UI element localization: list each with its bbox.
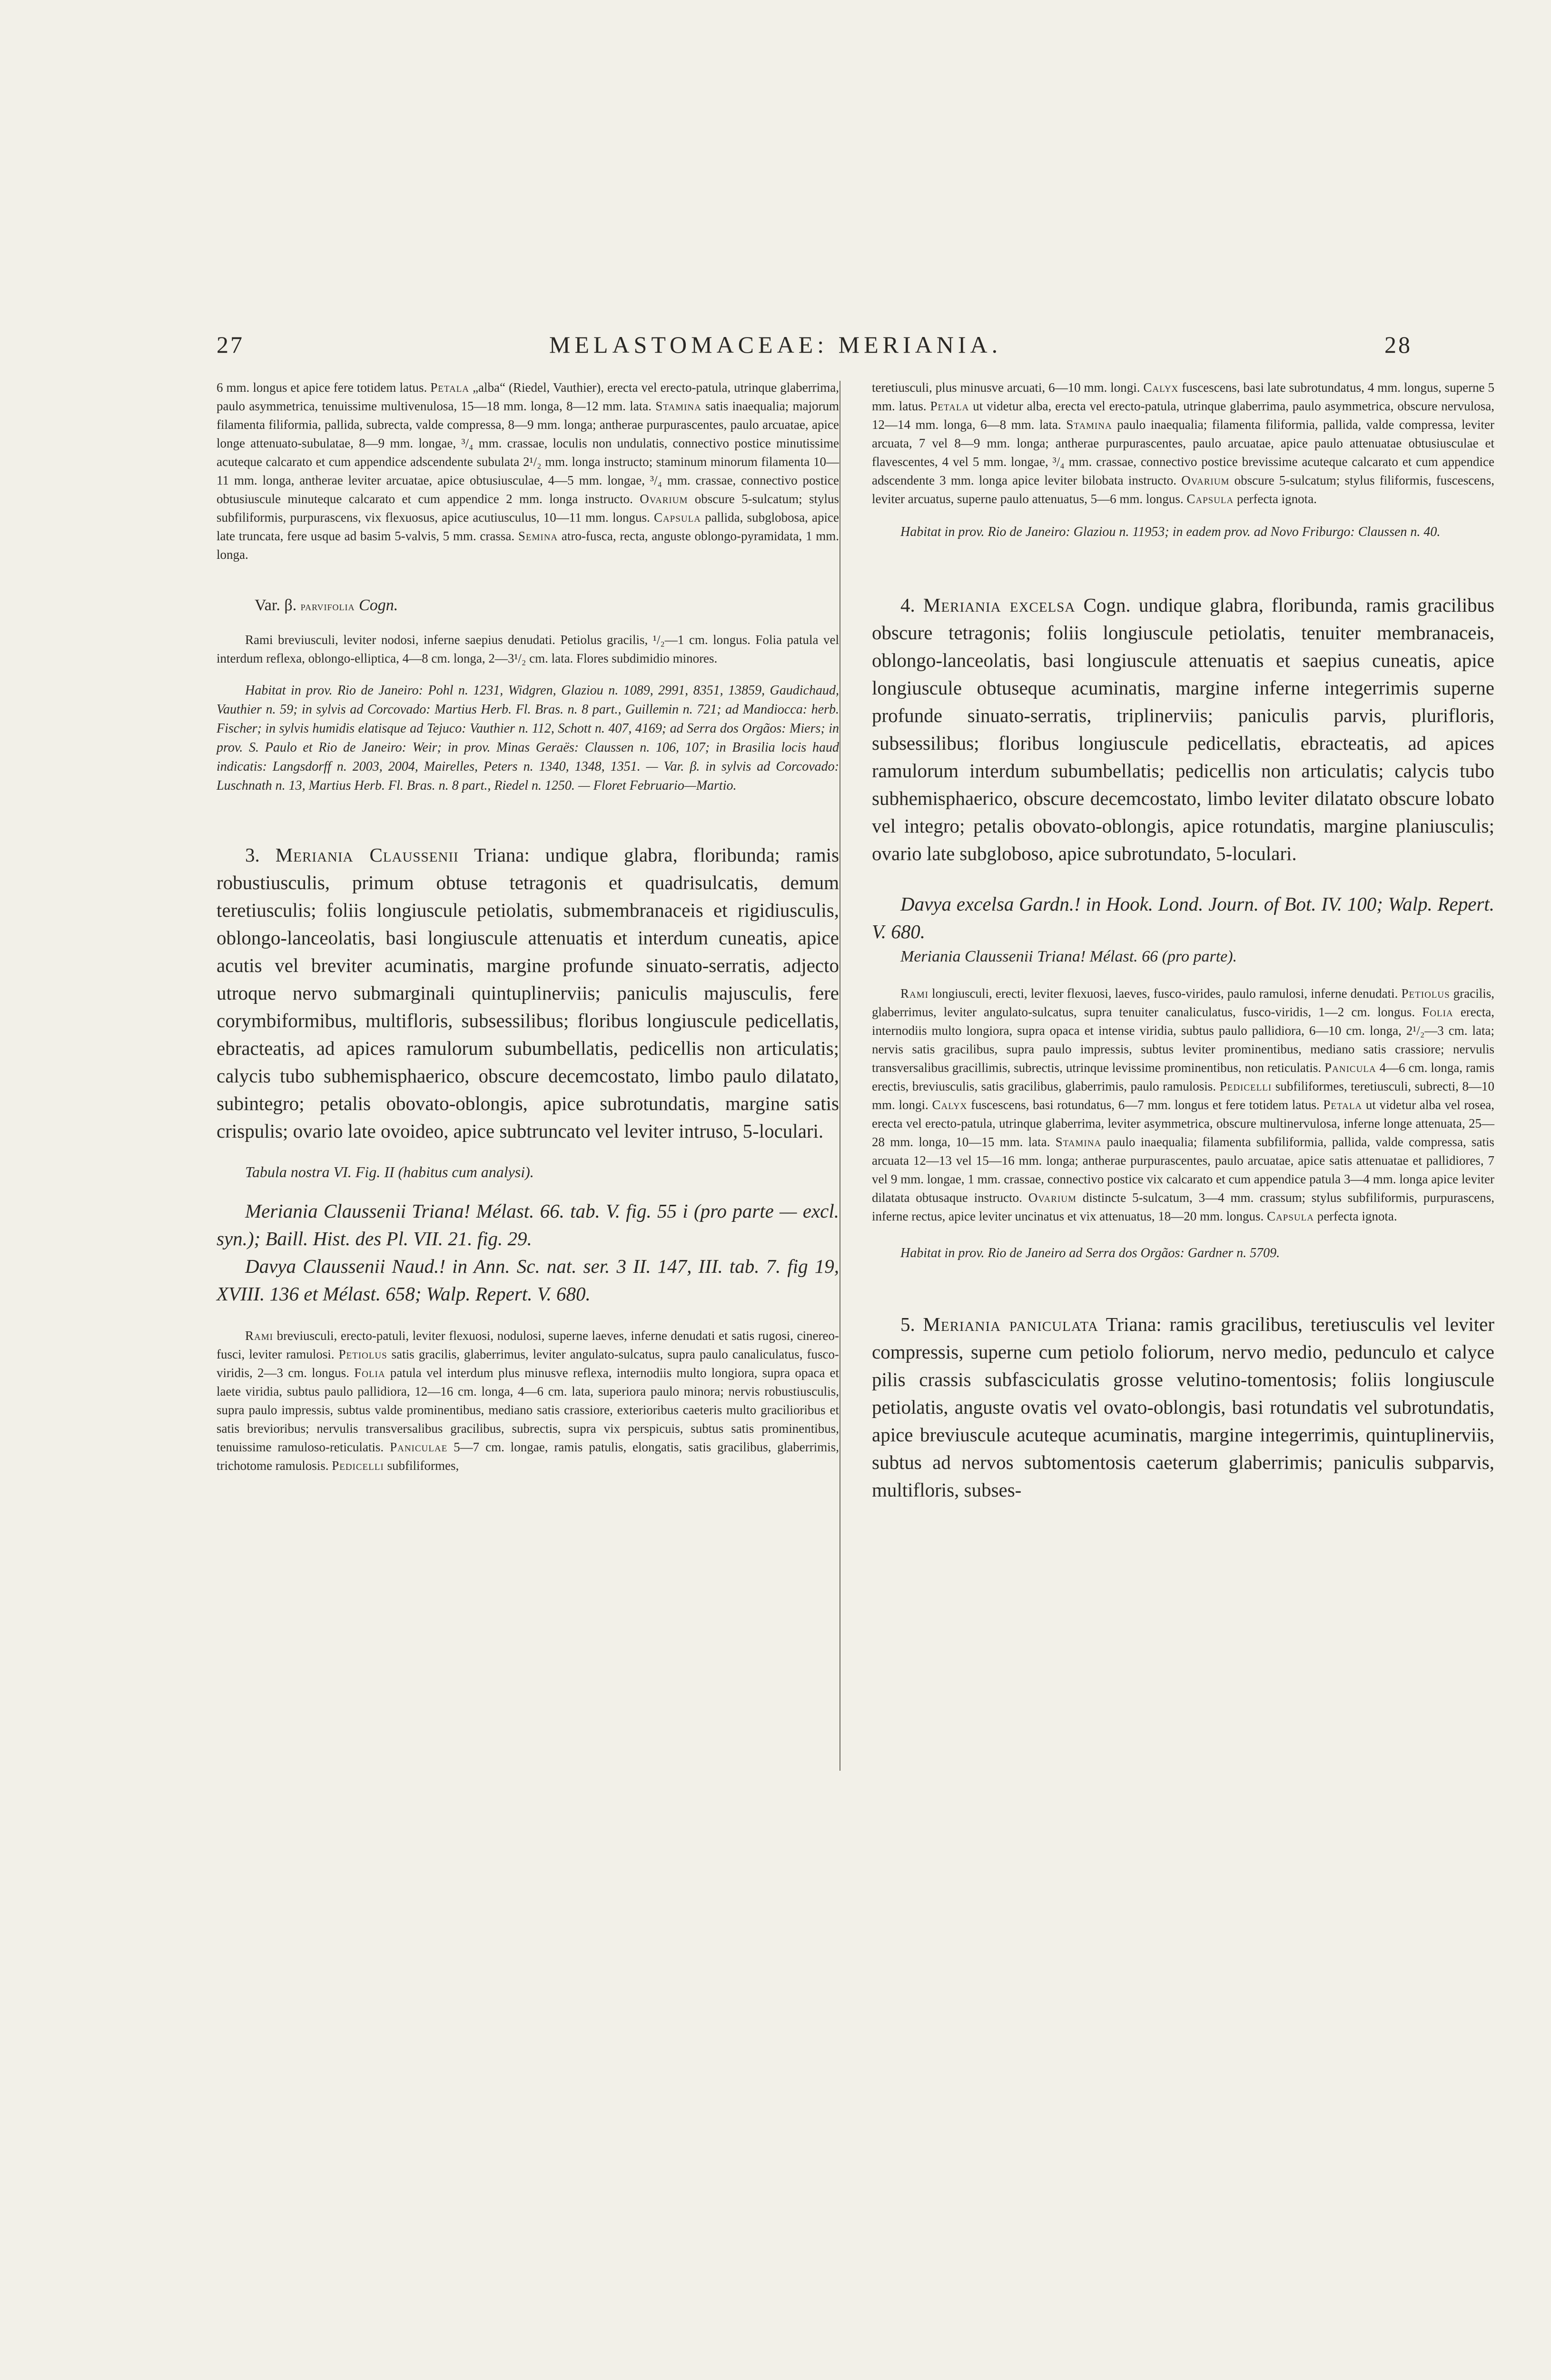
organ-label: Folia <box>354 1366 385 1380</box>
organ-label: Stamina <box>1066 417 1112 432</box>
variety-label: Var. β. <box>255 596 297 614</box>
species-name: Meriania Claussenii <box>275 844 459 866</box>
desc-text: paulo inaequalia; filamenta subfiliformia, pallida, valde compressa, satis arcuata 12—13 vel 15—16 mm. longa; antherae purpurascentes, paulo arcuatae, apice satis attenuatae et pallidiores, 7 vel 9 mm. longae, 1 mm. crassae, connectivo postice vix calcarato et cum appendice patula 3—4 mm. longa apice leviter dilatata obtusaque instructo. <box>872 1135 1495 1205</box>
desc-text: 4—6 cm. longa, ramis erectis, breviusculis, satis gracilibus, glaberrimis, paulo ramulosis. <box>872 1061 1495 1093</box>
plate-reference: Tabula nostra VI. Fig. II (habitus cum analysi). <box>245 1163 534 1180</box>
desc-text: satis inaequalia; majorum filamenta filiformia, pallida, subrecta, valde compressa, 8—9 mm. longa; antherae purpurascentes, paulo arcuatae, apice longe attenuato-subulatae, 8—9 mm. longae, ³/₄ mm. crassae, loculis non undulatis, connectivo postice minutissime acuteque calcarato et cum appendice adscendente subulata 2¹/₂ mm. longa instructo; staminum minorum filamenta 10—11 mm. longa, antherae leviter arcuatae, apice obtusiusculae, 4—5 mm. longae, ³/₄ mm. crassae, connectivo postice obtusiuscule minuteque calcarato et cum appendice 2 mm. longa instructo. <box>217 399 840 506</box>
citation: Davya Claussenii Naud.! in Ann. Sc. nat. ser. 3 II. 147, III. tab. 7. fig 19, XVIII. 136 et Mélast. 658; Walp. Repert. V. 680. <box>217 1255 839 1305</box>
right-column <box>872 378 1494 1504</box>
species-number: 3. <box>245 844 260 866</box>
species-5-diagnosis <box>872 1310 1494 1504</box>
variety-name: parvifolia <box>300 599 355 613</box>
organ-label: Semina <box>518 529 558 543</box>
organ-label: Rami <box>245 1329 273 1343</box>
organ-label: Stamina <box>655 399 701 413</box>
organ-label: Rami <box>900 986 929 1001</box>
species-3-habitat: Habitat in prov. Rio de Janeiro: Glaziou n. 11953; in eadem prov. ad Novo Friburgo: Claussen n. 40. <box>900 525 1441 539</box>
organ-label: Calyx <box>1143 380 1179 395</box>
desc-text: paulo inaequalia; filamenta filiformia, pallida, valde compressa, leviter arcuata, 7 vel 8—9 mm. longa; antherae purpurascentes, paulo arcuatae, apice paulo attenuatae obtusiusculae et flavescentes, 4 vel 5 mm. longae, ³/₄ mm. crassae, connectivo postice brevissime acuteque calcarato et cum appendice adscendente 3 mm. longa apice leviter bilobata instructo. <box>872 417 1495 487</box>
variety-author: Cogn. <box>359 596 398 614</box>
organ-label: Pedicelli <box>1219 1079 1272 1093</box>
species-name: Meriania paniculata <box>923 1313 1098 1335</box>
species-number: 4. <box>900 594 915 616</box>
organ-label: Calyx <box>932 1098 968 1112</box>
organ-label: Ovarium <box>1028 1190 1077 1205</box>
species-number: 5. <box>900 1313 915 1335</box>
desc-text: subfiliformes, teretiusculi, subrecti, 8—10 mm. longi. <box>872 1079 1495 1112</box>
organ-label: Capsula <box>1186 492 1234 506</box>
diagnosis-text: undique glabra, floribunda, ramis gracilibus obscure tetragonis; foliis longiuscule petiolatis, tenuiter membranaceis, oblongo-lanceolatis, basi longiuscule attenuatis et saepius cuneatis, apice longiuscule obtuseque acuminatis, margine inferne integerrimis superne profunde sinuato-serratis, triplinerviis; paniculis parvis, plurifloris, subsessilibus; floribus longiuscule pedicellatis, ebracteatis, ad apices ramulorum interdum subumbellatis; pedicellis non articulatis; calycis tubo subhemisphaerico, obscure decemcostato, limbo leviter dilatato obscure lobato vel integro; petalis obovato-oblongis, apice rotundatis, margine planiusculis; ovario late subgloboso, apice subrotundato, 5-loculari. <box>872 594 1495 864</box>
organ-label: Stamina <box>1055 1135 1102 1149</box>
citation: Meriania Claussenii Triana! Mélast. 66 (pro parte). <box>900 948 1237 965</box>
page-number-left: 27 <box>217 331 244 358</box>
desc-text: ut videtur alba, erecta vel erecto-patula, utrinque glaberrima, paulo asymmetrica, obscure nervulosa, 12—14 mm. longa, 6—8 mm. lata. <box>872 399 1495 432</box>
desc-text: fuscescens, basi rotundatus, 6—7 mm. longus et fere totidem latus. <box>971 1098 1320 1112</box>
desc-text: pallida, subglobosa, apice late truncata, fere usque ad basim 5-valvis, 5 mm. crassa. <box>217 510 839 543</box>
species-2-habitat: Habitat in prov. Rio de Janeiro: Pohl n. 1231, Widgren, Glaziou n. 1089, 2991, 8351, 13859, Gaudichaud, Vauthier n. 59; in sylvis ad Corcovado: Martius Herb. Fl. Bras. n. 8 part., Guillemin n. 721; ad Mandiocca: herb. Fischer; in sylvis humidis elatisque ad Tejuco: Vauthier n. 112, Schott n. 407, 4169; ad Serra dos Orgãos: Miers; in prov. S. Paulo et Rio de Janeiro: Weir; in prov. Minas Geraës: Claussen n. 106, 107; in Brasilia locis haud indicatis: Langsdorff n. 2003, 2004, Mairelles, Peters n. 1340, 1348, 1351. — Var. β. in sylvis ad Corcovado: Luschnath n. 13, Martius Herb. Fl. Bras. n. 8 part., Riedel n. 1250. — Floret Februario—Martio. <box>217 683 839 793</box>
left-column <box>217 378 839 1475</box>
desc-text: obscure 5-sulcatum; stylus subfiliformis, purpurascens, vix flexuosus, apice acutiusculus, 10—11 mm. longus. <box>217 492 839 525</box>
desc-text: 5—7 cm. longae, ramis patulis, elongatis, satis gracilibus, glaberrimis, trichotome ramulosis. <box>217 1440 840 1473</box>
species-author: Triana: <box>1106 1313 1162 1335</box>
desc-text: ut videtur alba vel rosea, erecta vel erecto-patula, utrinque glaberrima, leviter asymmetrica, obscure multinervulosa, inferne longe attenuata, 25—28 mm. longa, 10—15 mm. lata. <box>872 1098 1495 1149</box>
desc-text: obscure 5-sulcatum; stylus filiformis, fuscescens, leviter arcuatus, superne paulo attenuatus, 5—6 mm. longus. <box>872 473 1494 506</box>
organ-label: Petala <box>430 380 470 395</box>
organ-label: Petiolus <box>1401 986 1450 1001</box>
citation: Meriania Claussenii Triana! Mélast. 66. tab. V. fig. 55 i (pro parte — excl. syn.); Baill. Hist. des Pl. VII. 21. fig. 29. <box>217 1200 839 1250</box>
organ-label: Capsula <box>653 510 701 525</box>
species-author: Triana: <box>474 844 530 866</box>
organ-label: Petala <box>930 399 969 413</box>
species-2-description-end <box>217 378 839 564</box>
species-4-habitat: Habitat in prov. Rio de Janeiro ad Serra dos Orgãos: Gardner n. 5709. <box>900 1246 1280 1260</box>
desc-text: atro-fusca, recta, anguste oblongo-pyramidata, 1 mm. longa. <box>217 529 839 562</box>
organ-label: Pedicelli <box>332 1458 384 1473</box>
desc-text: gracilis, glaberrimus, leviter angulato-sulcatus, supra tenuiter canaliculatus, fusco-viridis, 1—2 cm. longus. <box>872 986 1495 1019</box>
desc-text: 6 mm. longus et apice fere totidem latus. <box>217 380 427 395</box>
page-number-right: 28 <box>1384 331 1412 358</box>
organ-label: Capsula <box>1267 1209 1314 1223</box>
organ-label: Petala <box>1323 1098 1363 1112</box>
variety-heading <box>255 594 839 618</box>
desc-text: fuscescens, basi late subrotundatus, 4 mm. longus, superne 5 mm. latus. <box>872 380 1495 413</box>
citation: Davya excelsa Gardn.! in Hook. Lond. Journ. of Bot. IV. 100; Walp. Repert. V. 680. <box>872 893 1494 942</box>
organ-label: Panicula <box>1324 1061 1376 1075</box>
species-author: Cogn. <box>1083 594 1131 616</box>
organ-label: Paniculae <box>390 1440 448 1454</box>
desc-text: subfiliformes, <box>387 1458 459 1473</box>
desc-text: erecta, internodiis multo longiora, supra opaca et intense viridia, subtus paulo pallidiora, 6—10 cm. longa, 2¹/₂—3 cm. lata; nervis satis gracilibus, supra paulo impressis, subtus leviter prominentibus, mediano satis crassiore; nervulis transversalibus gracillimis, subrectis, utrinque levissime prominentibus, non reticulatis. <box>872 1005 1494 1075</box>
desc-text: satis gracilis, glaberrimus, leviter angulato-sulcatus, supra paulo canaliculatus, fusco-viridis, 2—3 cm. longus. <box>217 1347 840 1380</box>
species-name: Meriania excelsa <box>923 594 1076 616</box>
desc-text: perfecta ignota. <box>1317 1209 1397 1223</box>
desc-text: breviusculi, erecto-patuli, leviter flexuosi, nodulosi, superne laeves, inferne denudati et satis rugosi, cinereo-fusci, leviter ramulosi. <box>217 1329 839 1361</box>
desc-text: perfecta ignota. <box>1237 492 1317 506</box>
species-3-description-end <box>872 378 1494 508</box>
organ-label: Petiolus <box>338 1347 387 1361</box>
running-title: MELASTOMACEAE: MERIANIA. <box>549 331 1002 358</box>
organ-label: Folia <box>1422 1005 1453 1019</box>
desc-text: teretiusculi, plus minusve arcuati, 6—10 mm. longi. <box>872 380 1140 395</box>
variety-description: Rami breviusculi, leviter nodosi, inferne saepius denudati. Petiolus gracilis, ¹/₂—1 cm. longus. Folia patula vel interdum reflexa, oblongo-elliptica, 4—8 cm. longa, 2—3¹/₂ cm. lata. Flores subdimidio minores. <box>217 633 839 665</box>
desc-text: „alba“ (Riedel, Vauthier), erecta vel erecto-patula, utrinque glaberrima, paulo asymmetrica, tenuissime multivenulosa, 15—18 mm. longa, 8—12 mm. lata. <box>217 380 839 413</box>
diagnosis-text: ramis gracilibus, teretiusculis vel leviter compressis, superne cum petiolo foliorum, nervo medio, pedunculo et calyce pilis crassis subfasciculatis grosse velutino-tomentosis; foliis longiuscule petiolatis, anguste ovatis vel ovato-oblongis, basi rotundatis vel subrotundatis, apice breviuscule acuteque acuminatis, margine integerrimis, quintuplinerviis, subtus ad nervos subtomentosis caeterum glaberrimis; paniculis subparvis, multifloris, subses- <box>872 1313 1494 1501</box>
species-4-diagnosis <box>872 591 1494 867</box>
species-4-description <box>872 984 1494 1226</box>
diagnosis-text: undique glabra, floribunda; ramis robustiusculis, primum obtuse tetragonis et quadrisulcatis, demum teretiusculis; foliis longiuscule petiolatis, submembranaceis et rigidiusculis, oblongo-lanceolatis, basi longiuscule attenuatis et interdum cuneatis, apice acutis vel breviter acuminatis, margine profunde sinuato-serratis, adjecto utroque nervo submarginali quintuplinerviis; paniculis majusculis, fere corymbiformibus, multifloris, subsessilibus; floribus longiuscule pedicellatis, ebracteatis, ad apices ramulorum subumbellatis, pedicellis non articulatis; calycis tubo subhemisphaerico, obscure decemcostato, limbo paulo dilatato, subintegro; petalis obovato-oblongis, apice subrotundatis, margine satis crispulis; ovario late ovoideo, apice subtruncato vel leviter intruso, 5-loculari. <box>217 844 840 1142</box>
desc-text: distincte 5-sulcatum, 3—4 mm. crassum; stylus subfiliformis, purpurascens, inferne rectus, apice leviter uncinatus et vix attenuatus, 18—20 mm. longus. <box>872 1190 1495 1223</box>
organ-label: Ovarium <box>640 492 688 506</box>
species-3-diagnosis <box>217 841 839 1145</box>
organ-label: Ovarium <box>1181 473 1230 487</box>
desc-text: patula vel interdum plus minusve reflexa, internodiis multo longiora, supra opaca et laete viridia, subtus paulo pallidiora, 12—16 cm. longa, 4—6 cm. lata, superiora paulo minora; nervis robustiusculis, supra paulo impressis, subtus valde prominentibus, mediano satis crassiore, exterioribus caeteris multo gracilioribus et satis brevioribus; nervulis transversalibus gracilibus, subrectis, supra vix perspicuis, subtus satis prominentibus, tenuissime ramuloso-reticulatis. <box>217 1366 840 1454</box>
desc-text: longiusculi, erecti, leviter flexuosi, laeves, fusco-virides, paulo ramulosi, inferne denudati. <box>932 986 1398 1001</box>
species-3-description <box>217 1327 839 1475</box>
